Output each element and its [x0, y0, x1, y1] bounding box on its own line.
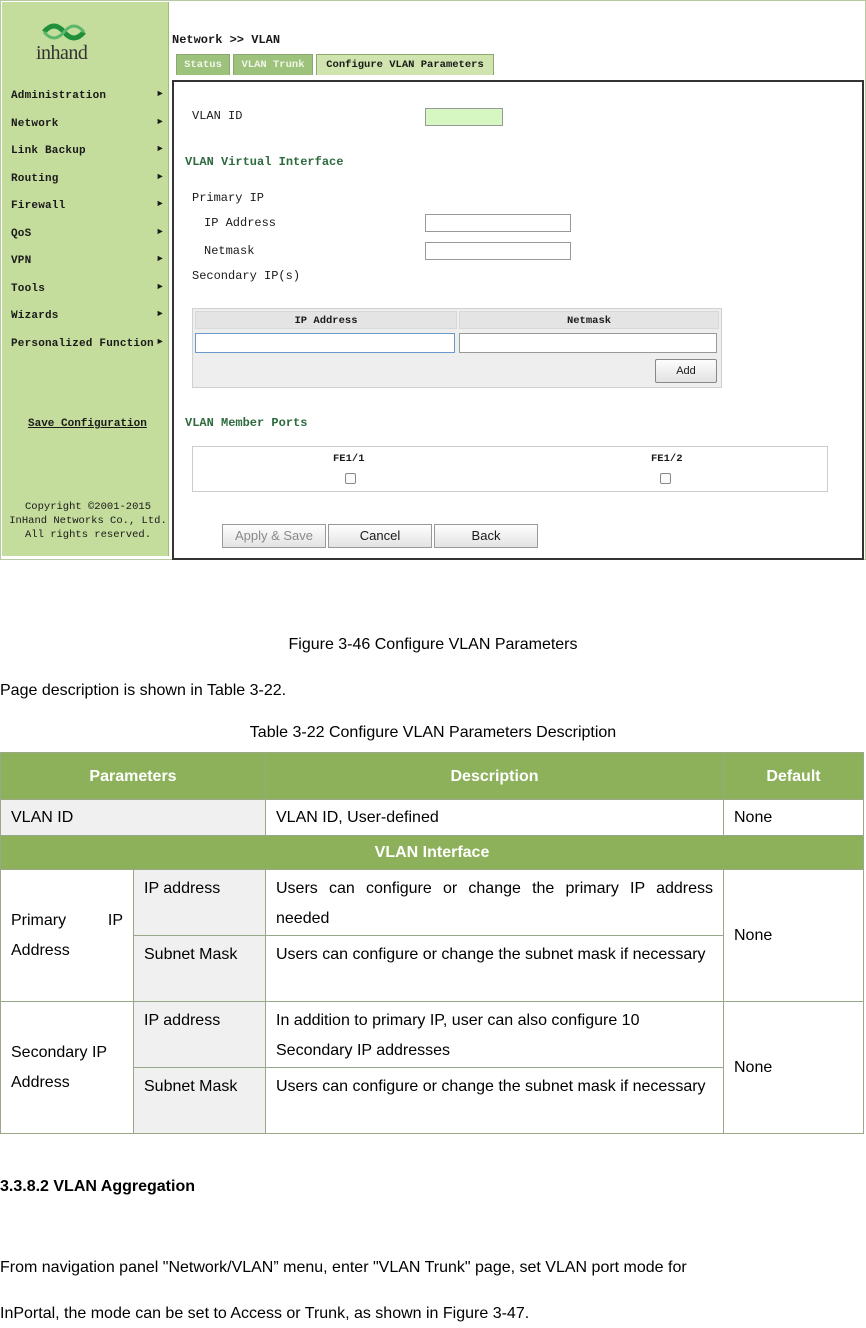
body-text-line: InPortal, the mode can be set to Access or Trunk, as shown in Figure 3-47.: [0, 1305, 530, 1322]
vlan-virtual-interface-heading: VLAN Virtual Interface: [185, 155, 344, 169]
sidebar-item-administration[interactable]: Administration ►: [11, 89, 163, 102]
cancel-button[interactable]: Cancel: [328, 524, 432, 548]
port-fe1-2-label: FE1/2: [651, 453, 683, 465]
chevron-right-icon: ►: [157, 117, 163, 127]
chevron-right-icon: ►: [157, 144, 163, 154]
sidebar-item-firewall[interactable]: Firewall ►: [11, 199, 163, 212]
port-fe1-1-label: FE1/1: [333, 453, 365, 465]
sidebar: [2, 2, 169, 556]
body-text-line: From navigation panel "Network/VLAN” menu, enter "VLAN Trunk" page, set VLAN port mode for: [0, 1259, 687, 1276]
secondary-ip-table: [192, 308, 722, 388]
table-cell-primary-mask-desc: Users can configure or change the subnet mask if necessary: [265, 935, 724, 1002]
table-cell-secondary-ip-group: Secondary IP Address: [0, 1001, 134, 1134]
vlan-member-ports-heading: VLAN Member Ports: [185, 416, 308, 430]
back-button[interactable]: Back: [434, 524, 538, 548]
config-panel: [172, 80, 864, 560]
secondary-netmask-input[interactable]: [459, 333, 717, 353]
table-cell-secondary-default: None: [723, 1001, 864, 1134]
sidebar-item-personalized-function[interactable]: Personalized Function ►: [11, 337, 163, 350]
sidebar-item-qos[interactable]: QoS ►: [11, 227, 163, 240]
table-cell-primary-ip-label: IP address: [133, 869, 266, 936]
logo-text: inhand: [36, 42, 88, 64]
table-cell-primary-ip-desc: Users can configure or change the primary IP address needed: [265, 869, 724, 936]
table-cell-secondary-mask-desc: Users can configure or change the subnet mask if necessary: [265, 1067, 724, 1134]
table-cell-primary-ip-group: Primary IP Address: [0, 869, 134, 1002]
chevron-right-icon: ►: [157, 172, 163, 182]
add-button[interactable]: Add: [655, 359, 717, 383]
sidebar-item-tools[interactable]: Tools ►: [11, 282, 163, 295]
figure-caption: Figure 3-46 Configure VLAN Parameters: [288, 636, 578, 653]
sidebar-item-network[interactable]: Network ►: [11, 117, 163, 130]
table-cell-vlan-id-desc: VLAN ID, User-defined: [265, 799, 724, 836]
table-header-parameters: Parameters: [0, 752, 266, 800]
netmask-label: Netmask: [204, 244, 255, 258]
sidebar-item-routing[interactable]: Routing ►: [11, 172, 163, 185]
netmask-input[interactable]: [425, 242, 571, 260]
secondary-ip-input[interactable]: [195, 333, 455, 353]
port-fe1-1-checkbox[interactable]: [345, 473, 356, 484]
table-header-description: Description: [265, 752, 724, 800]
table-cell-primary-default: None: [723, 869, 864, 1002]
tab-configure-vlan-parameters[interactable]: Configure VLAN Parameters: [316, 54, 494, 75]
table-cell-vlan-id-default: None: [723, 799, 864, 836]
chevron-right-icon: ►: [157, 89, 163, 99]
table-cell-secondary-ip-desc: In addition to primary IP, user can also configure 10 Secondary IP addresses: [265, 1001, 724, 1068]
port-fe1-2-checkbox[interactable]: [660, 473, 671, 484]
table-cell-secondary-mask-label: Subnet Mask: [133, 1067, 266, 1134]
chevron-right-icon: ►: [157, 254, 163, 264]
router-screenshot: [0, 0, 866, 560]
breadcrumb: Network >> VLAN: [172, 33, 281, 47]
table-header-default: Default: [723, 752, 864, 800]
secondary-netmask-column-header: Netmask: [459, 311, 719, 329]
table-section-vlan-interface: VLAN Interface: [0, 835, 864, 870]
section-heading: 3.3.8.2 VLAN Aggregation: [0, 1178, 195, 1195]
chevron-right-icon: ►: [157, 227, 163, 237]
table-cell-primary-mask-label: Subnet Mask: [133, 935, 266, 1002]
table-caption: Table 3-22 Configure VLAN Parameters Description: [249, 724, 617, 741]
tab-status[interactable]: Status: [176, 54, 230, 75]
ip-address-label: IP Address: [204, 216, 277, 230]
copyright: Copyright ©2001-2015 InHand Networks Co., Ltd. All rights reserved.: [9, 501, 167, 541]
chevron-right-icon: ►: [157, 282, 163, 292]
chevron-right-icon: ►: [157, 337, 163, 347]
intro-text: Page description is shown in Table 3-22.: [0, 682, 287, 699]
ip-address-input[interactable]: [425, 214, 571, 232]
table-cell-secondary-ip-label: IP address: [133, 1001, 266, 1068]
tab-vlan-trunk[interactable]: VLAN Trunk: [233, 54, 313, 75]
secondary-ips-label: Secondary IP(s): [192, 269, 301, 283]
table-cell-vlan-id: VLAN ID: [0, 799, 266, 836]
sidebar-item-link-backup[interactable]: Link Backup ►: [11, 144, 163, 157]
vlan-id-input[interactable]: [425, 108, 503, 126]
save-configuration-link[interactable]: Save Configuration: [28, 418, 147, 430]
chevron-right-icon: ►: [157, 199, 163, 209]
vlan-id-label: VLAN ID: [192, 109, 243, 123]
primary-ip-label: Primary IP: [192, 191, 265, 205]
description-table: [0, 752, 864, 1134]
chevron-right-icon: ►: [157, 309, 163, 319]
sidebar-item-wizards[interactable]: Wizards ►: [11, 309, 163, 322]
secondary-ip-column-header: IP Address: [195, 311, 457, 329]
sidebar-item-vpn[interactable]: VPN ►: [11, 254, 163, 267]
apply-save-button[interactable]: Apply & Save: [222, 524, 326, 548]
member-ports-box: [192, 446, 828, 492]
